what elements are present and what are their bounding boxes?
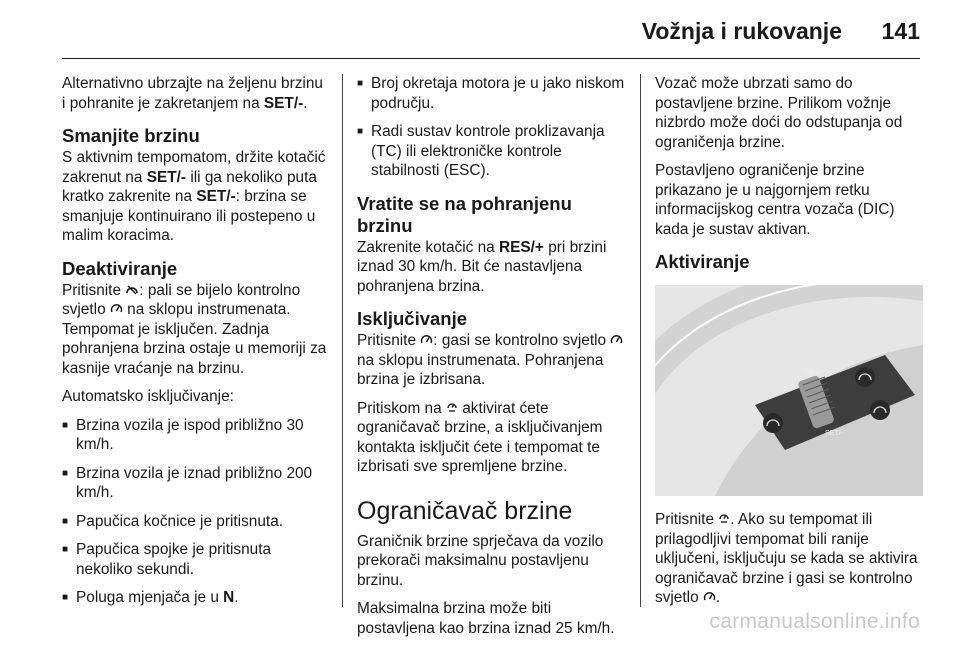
column-right bbox=[655, 74, 923, 617]
bullet-list bbox=[357, 74, 627, 181]
text: na sklopu instrumenata. Tempomat je isključen. Zadnja pohranjena brzina ostaje u memoriji za kasnije vraćanje na brzinu. bbox=[62, 301, 327, 377]
gear-label: N bbox=[223, 589, 235, 606]
text: aktivirat ćete ograničavač brzine, a isključivanjem kontakta isključit ćete i tempomat te izbrisati sve spremljene brzine. bbox=[357, 399, 603, 475]
cruise-control-indicator-icon bbox=[610, 331, 623, 351]
heading-speed-limiter: Ograničavač brzine bbox=[357, 496, 573, 525]
section-title: Vožnja i rukovanje bbox=[641, 18, 842, 44]
paragraph bbox=[357, 238, 627, 297]
cancel-button[interactable] bbox=[763, 413, 783, 433]
paragraph bbox=[62, 281, 328, 379]
heading-switch-off: Isključivanje bbox=[357, 308, 468, 329]
header-rule bbox=[62, 58, 920, 59]
list-item bbox=[62, 588, 328, 608]
text: . bbox=[234, 589, 239, 606]
text: : pali se bijelo kontrolno svjetlo bbox=[62, 281, 301, 318]
text: . bbox=[303, 94, 308, 112]
list-item: ■ Brzina vozila je ispod približno 30 km/h. bbox=[62, 416, 328, 455]
heading-deactivation: Deaktiviranje bbox=[62, 257, 178, 279]
cruise-control-indicator-icon bbox=[420, 331, 433, 351]
speed-limiter-icon bbox=[446, 399, 458, 419]
text: Poluga mjenjača je u bbox=[76, 589, 224, 606]
speed-limiter-button[interactable] bbox=[870, 400, 890, 420]
list-item: ■ Brzina vozila je iznad približno 200 km/h. bbox=[62, 464, 328, 503]
control-label: RES/+ bbox=[499, 238, 544, 256]
paragraph bbox=[62, 148, 328, 246]
heading-activation: Aktiviranje bbox=[655, 251, 750, 272]
list-item: ■ Papučica kočnice je pritisnuta. bbox=[62, 512, 328, 532]
text: . bbox=[715, 589, 721, 606]
control-label: SET/- bbox=[146, 168, 187, 186]
text: Alternativno ubrzajte na željenu brzinu i pohranite je zakretanjem na bbox=[62, 75, 323, 112]
paragraph: Postavljeno ograničenje brzine prikazano je u najgornjem retku informacijskog centra vozača (DIC) kada je sustav aktivan. bbox=[655, 162, 895, 238]
text: Pritisnite bbox=[62, 281, 126, 299]
column-divider bbox=[342, 74, 343, 607]
column-middle bbox=[357, 74, 627, 647]
page-number: 141 bbox=[881, 18, 920, 44]
text: Zakrenite kotačić na bbox=[357, 238, 500, 256]
list-item: ■ Radi sustav kontrole proklizavanja (TC) ili elektroničke kontrole stabilnosti (ESC). bbox=[357, 122, 627, 181]
list-item: ■ Papučica spojke je pritisnuta nekoliko sekundi. bbox=[62, 540, 328, 579]
text: na sklopu instrumenata. Pohranjena brzina je izbrisana. bbox=[357, 351, 604, 388]
bullet-list bbox=[62, 416, 328, 608]
list-item: ■ Broj okretaja motora je u jako niskom području. bbox=[357, 74, 627, 113]
page-header bbox=[0, 0, 960, 58]
speed-limiter-icon bbox=[718, 510, 730, 530]
wheel-label-set: SET/- bbox=[825, 430, 843, 437]
heading-decrease-speed: Smanjite brzinu bbox=[62, 125, 200, 146]
text: pri brzini iznad 30 km/h. Bit će nastavljena pohranjena brzina. bbox=[357, 238, 607, 295]
paragraph bbox=[655, 510, 923, 608]
wheel-label-res: RES/+ bbox=[805, 368, 826, 375]
text: S aktivnim tempomatom, držite kotačić zakrenut na bbox=[62, 149, 326, 186]
paragraph: Maksimalna brzina može biti postavljena kao brzina iznad 25 km/h. bbox=[357, 600, 615, 637]
text: ili ga nekoliko puta kratko zakrenite na bbox=[62, 168, 317, 205]
watermark: carmanualsonline.info bbox=[709, 610, 920, 633]
control-label: SET/- bbox=[263, 94, 304, 112]
paragraph bbox=[357, 399, 627, 477]
paragraph: Automatsko isključivanje: bbox=[62, 388, 234, 405]
cruise-control-indicator-icon bbox=[110, 300, 123, 320]
paragraph bbox=[357, 331, 627, 390]
cruise-control-indicator-icon bbox=[703, 588, 716, 608]
cruise-on-off-button[interactable] bbox=[855, 367, 875, 387]
text: : brzina se smanjuje kontinuirano ili postepeno u malim koracima. bbox=[62, 188, 316, 244]
paragraph: Vozač može ubrzati samo do postavljene brzine. Prilikom vožnje nizbrdo može doći do odstupanja od ograničenja brzine. bbox=[655, 75, 903, 151]
text: Pritisnite bbox=[357, 332, 421, 349]
cruise-cancel-icon bbox=[125, 281, 139, 301]
heading-resume-speed: Vratite se na pohranjenu brzinu bbox=[357, 192, 572, 236]
steering-wheel-illustration bbox=[655, 285, 923, 496]
text: : gasi se kontrolno svjetlo bbox=[433, 332, 611, 349]
column-divider bbox=[640, 74, 641, 607]
text: Pritisnite bbox=[655, 511, 719, 528]
paragraph: Graničnik brzine sprječava da vozilo prekorači maksimalnu postavljenu brzinu. bbox=[357, 532, 604, 589]
paragraph bbox=[62, 74, 328, 113]
control-label: SET/- bbox=[196, 188, 236, 205]
text: . Ako su tempomat ili prilagodljivi tempomat bili ranije uključeni, isključuju se kada se aktivira ograničavač brzine i gasi se kontrolno svjetlo bbox=[655, 511, 918, 606]
text: Pritiskom na bbox=[357, 399, 446, 417]
column-left bbox=[62, 74, 328, 617]
